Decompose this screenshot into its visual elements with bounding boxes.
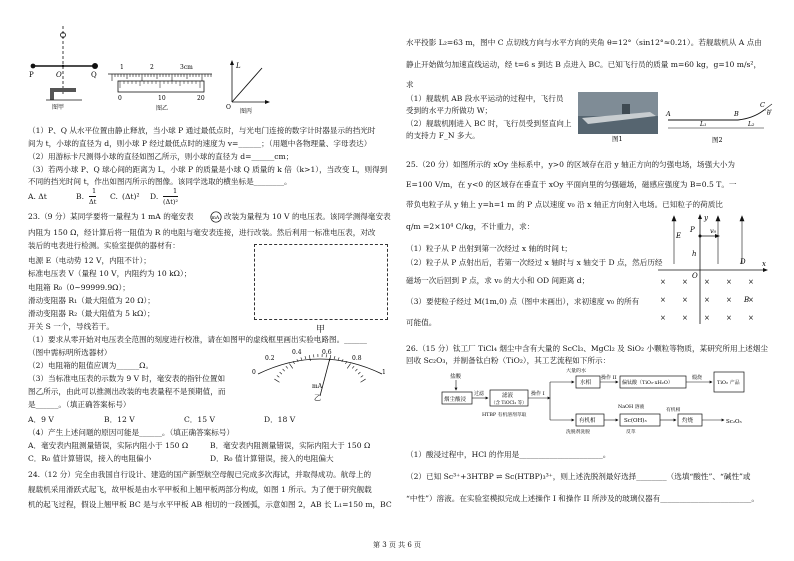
ruler-top-2: 2 — [150, 64, 154, 71]
magnetic-field-cross: × — [748, 314, 754, 322]
q23-option-a: A．9 V — [28, 415, 54, 424]
q24-line-3: 机的起飞过程，假设上翘甲板 BC 是与水平甲板 AB 相切的一段圆弧，示意如图 2，AB 长 L₁=150 m，BC — [28, 500, 392, 509]
magnetic-field-cross: × — [748, 296, 754, 304]
ramp-diagram — [664, 98, 774, 144]
q23-line-13: 图乙所示，由此可以推测出改装的电表量程不是预期值，而 — [28, 387, 226, 396]
flow-organic: 有机相 — [579, 418, 596, 424]
fig-caption-yi: 图乙 — [156, 105, 169, 112]
field-diagram — [654, 212, 770, 330]
field-label-x: x — [762, 260, 766, 268]
flow-op1: 操作 I — [531, 391, 545, 397]
q23-q4-option-a: A．毫安表内阻测量错误，实际内阻小于 150 Ω — [28, 441, 189, 450]
q26-sub-2: （2）已知 Sc³⁺+3HTBP ⇌ Sc(HTBP)₃³⁺，则上述洗脱剂最好选择________（选填“酸性”、“碱性”或 — [406, 472, 751, 481]
q22-option-d-den: (Δt)² — [163, 198, 178, 206]
q23-line-10: （图中需标明所选器材） — [28, 348, 112, 357]
page-footer: 第 3 页 共 6 页 — [373, 541, 422, 549]
magnetic-field-cross: × — [660, 278, 666, 286]
q25-line-3: 带负电粒子从 y 轴上 y=h=1 m 的 P 点以速度 v₀ 沿 x 轴正方向射入电场。已知粒子的荷质比 — [406, 200, 723, 209]
q23-title-b: 改装为量程为 10 V 的电压表。该同学测得毫安表 — [224, 212, 391, 221]
magnetic-field-cross: × — [660, 314, 666, 322]
flow-naoh: NaOH 溶液 — [618, 405, 645, 410]
ruler-bottom-10: 10 — [158, 95, 166, 102]
figure-jia-pendulum — [26, 24, 112, 110]
field-label-h: h — [692, 250, 697, 258]
q22-option-c: C. — [110, 192, 118, 201]
q26-line-2: 回收 Sc₂O₃，并制备钛白粉（TiO₂），其工艺流程如下所示： — [406, 356, 611, 365]
magnetic-field-cross: × — [704, 314, 710, 322]
magnetic-field-cross: × — [682, 296, 688, 304]
q22-option-d: D. — [150, 192, 159, 201]
ramp-label-L2: L₂ — [748, 121, 755, 128]
q23-option-c: C．15 V — [184, 415, 215, 424]
fig-caption-jia: 图甲 — [52, 104, 65, 110]
meter-label-08: 0.8 — [352, 355, 362, 362]
q24-cont-line-3: 求 — [406, 80, 414, 89]
fig-label-P: P — [29, 71, 34, 79]
q25-line-2: E=100 V/m，在 y<0 的区域存在垂直于 xOy 平面向里的匀强磁场，磁感应强度为 B=0.5 T。一 — [406, 180, 737, 189]
field-label-O: O — [692, 272, 698, 280]
q24-cont-line-1: 水平投影 L₂=63 m，图中 C 点切线方向与水平方向的夹角 θ=12°（sin12°≈0.21）。若舰载机从 A 点由 — [406, 38, 762, 47]
aircraft-carrier-photo — [578, 92, 658, 142]
q23-line-12: （3）当标准电压表的示数为 9 V 时，毫安表的指针位置如 — [28, 374, 226, 383]
milliammeter-dial — [250, 346, 390, 402]
flow-sc2o3: Sc₂O₃ — [726, 419, 742, 425]
q23-q4-option-b: B．毫安表内阻测量错误，实际内阻大于 150 Ω — [210, 441, 371, 450]
q22-option-b: B. — [76, 192, 84, 201]
flow-filtrate-sub: （含 TiOCl₂ 等） — [491, 401, 527, 406]
circuit-answer-box[interactable] — [254, 244, 388, 320]
flow-wash: 洗脱剂洗脱 — [566, 430, 590, 434]
meter-unit: mA — [312, 383, 323, 390]
q23-title: 23.（9 分）某同学要将一量程为 1 mA 的毫安表 — [28, 212, 194, 221]
meter-label-04: 0.4 — [292, 349, 302, 356]
meter-label-02: 0.2 — [265, 355, 275, 362]
q25-sub-3: 磁场一次后回到 P 点，求 v₀ 的大小和 OD 间距离 d； — [406, 276, 590, 285]
milliammeter-label: mA — [211, 216, 220, 221]
q24-cont-line-2: 静止开始做匀加速直线运动，经 t=6 s 到达 B 点进入 BC。已知飞行员的质量 m=60 kg，g=10 m/s²， — [406, 60, 762, 69]
flow-htbp: HTBP 有机溶剂萃取 — [482, 413, 527, 418]
q24-sub-3: （2）舰载机刚进入 BC 时，飞行员受到竖直向上 — [406, 119, 572, 128]
q23-line-11: （2）电阻箱的阻值应调为______Ω。 — [28, 361, 154, 370]
q23-option-d: D．18 V — [264, 415, 296, 424]
ramp-label-C: C — [760, 101, 765, 109]
flow-product: TiO₂ 产品 — [717, 380, 740, 386]
ramp-label-theta: θ — [767, 110, 771, 117]
q25-sub-2: （2）粒子从 P 点射出后，若第一次经过 x 轴时与 x 轴交于 D 点，然后历经 — [406, 258, 663, 267]
magnetic-field-cross: × — [704, 296, 710, 304]
figure-yi-caliper — [104, 62, 216, 112]
magnetic-field-cross: × — [682, 278, 688, 286]
field-label-E: E — [676, 232, 682, 240]
q22-option-c-val: (Δt)² — [122, 192, 140, 201]
q23-line-3: 电源 E（电动势 12 V，内阻不计）； — [28, 256, 151, 265]
flow-cycle: 有机相 — [666, 408, 681, 413]
q22-line-3: （2）用游标卡尺测得小球的直径如图乙所示，则小球的直径为 d=______cm； — [28, 152, 294, 161]
fig-caption-yi-meter: 乙 — [314, 394, 321, 402]
magnetic-field-cross: × — [704, 278, 710, 286]
q23-line-9: （1）要求从零开始对电压表全范围的刻度进行校准，请在如图甲的虚线框里画出实验电路图。______ — [28, 335, 367, 344]
field-label-B: B — [744, 296, 750, 304]
ramp-label-L1: L₁ — [700, 121, 707, 128]
q23-q4-option-c: C．R₀ 值计算错误，接入的电阻偏小 — [28, 454, 152, 463]
ramp-caption: 图2 — [712, 136, 723, 144]
magnetic-field-cross: × — [726, 314, 732, 322]
magnetic-field-cross: × — [748, 278, 754, 286]
q23-line-5: 电阻箱 R₀（0~99999.9Ω）； — [28, 283, 130, 292]
q23-line-2: 装后的电表进行检测。实验室提供的器材有： — [28, 241, 180, 250]
field-label-D: D — [740, 258, 746, 266]
q25-sub-5: 可能值。 — [406, 318, 437, 327]
ruler-bottom-0: 0 — [118, 95, 122, 102]
flow-scoh: Sc(OH)₃ — [624, 418, 647, 424]
flow-filter: 过滤 — [474, 391, 485, 397]
flow-burn: 灼烧 — [682, 418, 694, 424]
fig-caption-bing: 图丙 — [240, 108, 253, 114]
flow-calc: 煅烧 — [692, 375, 703, 381]
q22-option-b-den: Δt — [89, 198, 97, 206]
flow-hydrolysis: 偏钛酸（TiO₂·xH₂O） — [622, 380, 673, 386]
q23-line-4: 标准电压表 V（量程 10 V，内阻约为 10 kΩ）； — [28, 269, 192, 278]
ruler-top-1: 1 — [120, 64, 124, 71]
flow-op2: 操作 II — [601, 375, 617, 381]
q25-line-1: 25.（20 分）如图所示的 xOy 坐标系中，y>0 的区域存在沿 y 轴正方向的匀强电场，场强大小为 — [406, 160, 735, 169]
meter-label-0: 0 — [252, 369, 256, 376]
q23-line-6: 滑动变阻器 R₁（最大阻值为 20 Ω）； — [28, 296, 155, 305]
q23-line-1: 内阻为 150 Ω，经计算后将一阻值为 R 的电阻与毫安表连接，进行改装。然后利用一标准电压表，对改 — [28, 228, 376, 237]
flow-steam: 大量的水 — [566, 368, 587, 374]
magnetic-field-cross: × — [726, 296, 732, 304]
field-label-v0: v₀ — [710, 227, 717, 235]
field-label-P: P — [690, 226, 695, 234]
ramp-label-A: A — [666, 110, 671, 118]
q24-line-2: 舰载机采用滑跃式起飞，故甲板是由水平甲板和上翘甲板两部分构成，如图 1 所示。为了便于研究舰载 — [28, 485, 372, 494]
q25-sub-4: （3）要使粒子经过 M(1m,0) 点（图中未画出），求初速度 v₀ 的所有 — [406, 297, 640, 306]
ramp-label-B: B — [734, 110, 739, 118]
ruler-bottom-20: 20 — [197, 95, 205, 102]
fig-caption-jia-circuit: 甲 — [316, 325, 326, 335]
q22-option-a: A. Δt — [28, 192, 47, 201]
q22-line-4: （3）若两小球 P、Q 球心间的距离为 L，小球 P 的质量是小球 Q 质量的 k 倍（k>1），当改变 L，则得到 — [28, 165, 388, 174]
q23-question-4: （4）产生上述问题的原因可能是______。（填正确答案标号） — [28, 428, 235, 437]
q24-sub-2: 受到的水平力所做功 W； — [406, 106, 493, 115]
q23-line-7: 滑动变阻器 R₂（最大阻值为 5 kΩ）； — [28, 309, 155, 318]
fig-label-O: O — [56, 71, 62, 79]
meter-label-1: 1 — [382, 369, 386, 376]
fig-label-Q: Q — [91, 71, 97, 79]
q22-line-5: 不同的挡光时间 t，作出如图丙所示的图像。该同学选取的横坐标是________。 — [28, 177, 292, 186]
flow-filtrate: 滤液 — [502, 393, 514, 399]
figure-bing-graph — [224, 58, 272, 114]
magnetic-field-cross: × — [682, 314, 688, 322]
q22-line-2: 间为 t，小球的直径为 d，则小球 P 经过最低点时的速度为 v=______；（用题中各物理量、字母表达） — [28, 139, 372, 148]
flow-back: 反萃 — [626, 430, 636, 434]
axis-label-L: L — [236, 62, 241, 70]
flow-dust: 烟尘酸浸 — [444, 397, 467, 403]
magnetic-field-cross: × — [726, 278, 732, 286]
q22-option-d-num: 1 — [173, 187, 178, 195]
photo-caption: 图1 — [612, 135, 623, 142]
flow-water-layer: 水相 — [580, 380, 592, 386]
magnetic-field-cross: × — [660, 296, 666, 304]
q22-line-1: （1）P、Q 从水平位置由静止释放，当小球 P 通过最低点时，与光电门连接的数字计时器显示的挡光时 — [28, 126, 376, 135]
q24-sub-4: 的支持力 F_N 多大。 — [406, 131, 480, 140]
q24-line-1: 24.（12 分）完全由我国自行设计、建造的国产新型航空母舰已完成多次海试，并取得成功。航母上的 — [28, 470, 372, 479]
q26-sub-3: “中性”）溶液。在实验室模拟完成上述操作 I 和操作 II 所涉及的玻璃仪器有________________________。 — [406, 494, 759, 503]
q26-line-1: 26.（15 分）钛工厂 TiCl₄ 烟尘中含有大量的 ScCl₃、MgCl₂ 及 SiO₂ 小颗粒等物质，某研究所用上述烟尘 — [406, 344, 768, 353]
field-label-y: y — [704, 214, 708, 222]
ruler-top-3: 3cm — [180, 64, 193, 71]
q25-charge-ratio: q/m =2×10⁴ C/kg，不计重力，求： — [406, 222, 535, 231]
q24-sub-1: （1）舰载机 AB 段水平运动的过程中，飞行员 — [406, 94, 564, 103]
process-flowchart — [440, 368, 780, 434]
q26-sub-1: （1）酸浸过程中，HCl 的作用是______________________。 — [406, 450, 611, 459]
meter-label-06: 0.6 — [322, 349, 332, 356]
q23-line-8: 开关 S 一个，导线若干。 — [28, 322, 114, 331]
milliammeter-symbol — [210, 211, 222, 223]
q23-q4-option-d: D．R₀ 值计算错误，接入的电阻偏大 — [210, 454, 334, 463]
flow-hcl: 盐酸 — [450, 374, 462, 380]
q23-line-14: 是______。（填正确答案标号） — [28, 400, 131, 409]
q23-option-b: B．12 V — [104, 415, 135, 424]
q25-sub-1: （1）粒子从 P 出射到第一次经过 x 轴的时间 t； — [406, 244, 573, 253]
axis-origin: O — [226, 104, 231, 111]
q22-option-b-num: 1 — [92, 187, 97, 195]
